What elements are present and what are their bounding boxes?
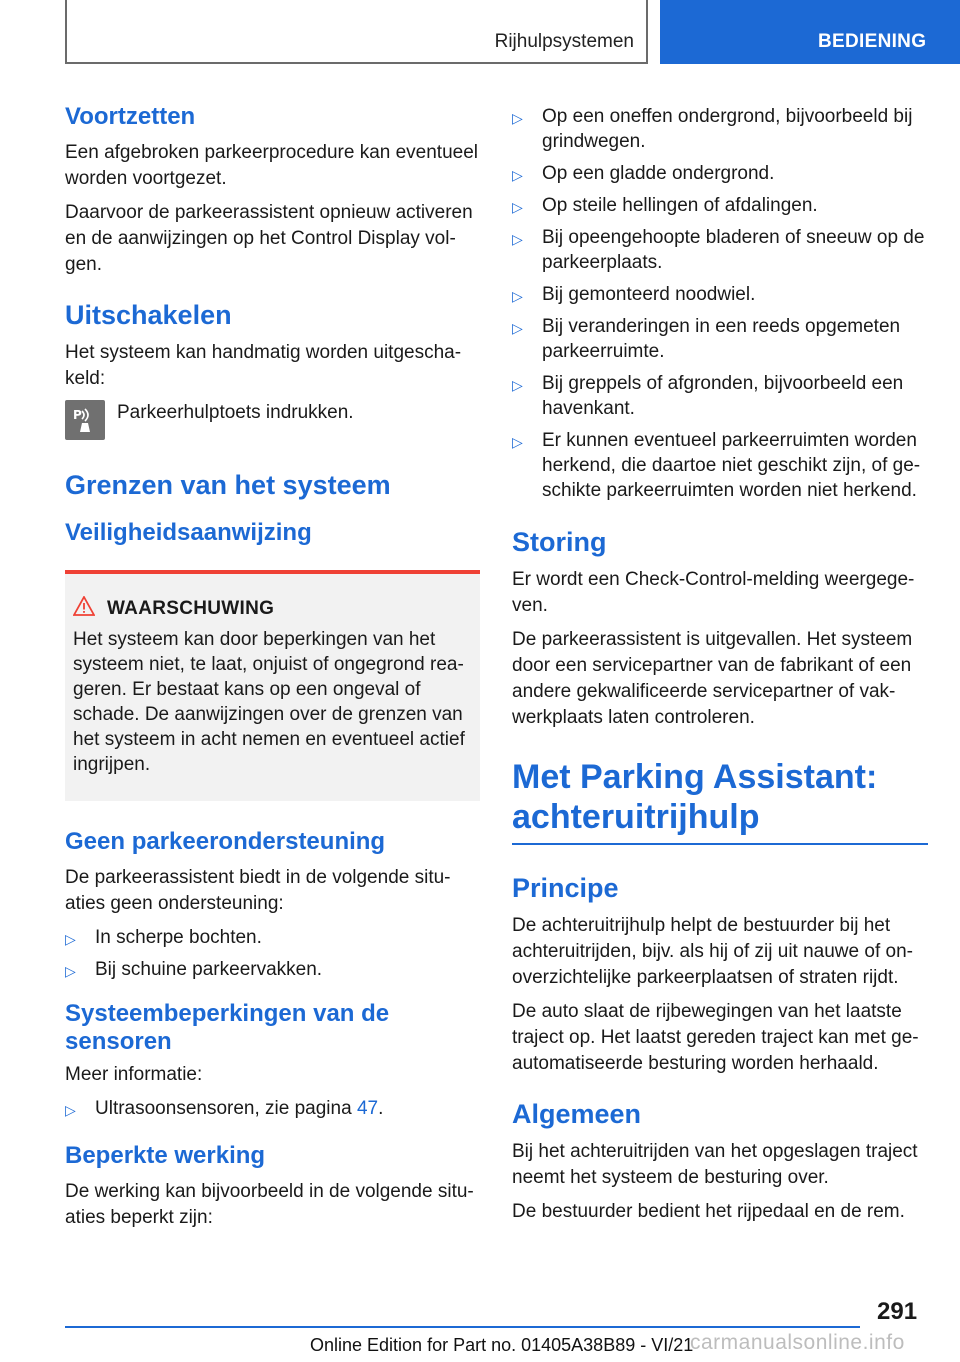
triangle-bullet-icon: ▷: [512, 199, 523, 215]
park-assist-button-icon: [65, 400, 105, 440]
list-item: ▷ Bij veranderingen in een reeds opgemeten parkeerruimte.: [512, 316, 901, 362]
triangle-bullet-icon: ▷: [65, 963, 76, 979]
uitschakelen-paragraph: Het systeem kan handmatig worden uitgescha-keld:: [65, 342, 462, 389]
triangle-bullet-icon: ▷: [512, 288, 523, 304]
footer-rule: [65, 1326, 860, 1328]
list-item: ▷ Ultrasoonsensoren, zie pagina 47.: [65, 1096, 480, 1121]
footer-watermark: carmanualsonline.info: [690, 1331, 905, 1354]
voortzetten-paragraph-1: Een afgebroken parkeerprocedure kan eventueel worden voortgezet.: [65, 142, 479, 189]
header-section-title: Rijhulpsystemen: [494, 31, 634, 52]
warning-box: [65, 570, 480, 801]
header-chapter-label: BEDIENING: [818, 31, 927, 52]
sensoren-bullet-list: [65, 1096, 480, 1121]
storing-paragraph-2: De parkeerassistent is uitgevallen. Het systeem door een servicepartner van de fabrikant of een andere gekwalificeerde servicepartner of vak-werkplaats laten controleren.: [512, 629, 913, 728]
heading-systeembeperkingen: Systeembeperkingen van de sensoren: [65, 1000, 390, 1055]
principe-paragraph-2: De auto slaat de rijbewegingen van het laatste traject op. Het laatst gereden traject kan met ge-automatiseerde besturing worden herhaald.: [512, 1001, 919, 1074]
heading-parking-assistant: Met Parking Assistant: achteruitrijhulp: [512, 758, 878, 836]
list-item: ▷ Op steile hellingen of afdalingen.: [512, 193, 928, 218]
geen-bullet-list: [65, 925, 480, 982]
principe-paragraph-1: De achteruitrijhulp helpt de bestuurder bij het achteruitrijden, bijv. als hij of zij uit nauwe of on-overzichtelijke parkeerplaatsen of straten rijdt.: [512, 915, 913, 988]
warning-triangle-icon: [73, 596, 95, 621]
heading-uitschakelen: Uitschakelen: [65, 300, 232, 330]
algemeen-paragraph-2: De bestuurder bedient het rijpedaal en de rem.: [512, 1201, 905, 1222]
sensoren-paragraph: Meer informatie:: [65, 1064, 203, 1085]
list-item: ▷ Op een oneffen ondergrond, bijvoorbeeld bij grindwegen.: [512, 106, 913, 152]
heading-geen-parkeerondersteuning: Geen parkeerondersteuning: [65, 828, 386, 855]
heading-voortzetten: Voortzetten: [65, 103, 196, 130]
voortzetten-paragraph-2: Daarvoor de parkeerassistent opnieuw activeren en de aanwijzingen op het Control Display vol-gen.: [65, 202, 473, 275]
header-chapter-tab[interactable]: [660, 0, 960, 64]
page-link-47[interactable]: 47: [356, 1098, 379, 1119]
list-item: ▷ In scherpe bochten.: [65, 925, 480, 950]
triangle-bullet-icon: ▷: [65, 1102, 76, 1118]
heading-storing: Storing: [512, 527, 607, 557]
list-item: ▷ Bij opeengehoopte bladeren of sneeuw op de parkeerplaats.: [512, 227, 925, 273]
list-item: ▷ Op een gladde ondergrond.: [512, 161, 928, 186]
triangle-bullet-icon: ▷: [512, 377, 523, 393]
parking-assistant-heading-rule: [512, 757, 928, 845]
list-item: ▷ Er kunnen eventueel parkeerruimten worden herkend, die daartoe niet geschikt zijn, of ge-schikte parkeerruimten worden niet herkend.: [512, 430, 921, 501]
list-item: ▷ Bij gemonteerd noodwiel.: [512, 282, 928, 307]
heading-algemeen: Algemeen: [512, 1099, 642, 1129]
algemeen-paragraph-1: Bij het achteruitrijden van het opgeslagen traject neemt het systeem de besturing over.: [512, 1141, 918, 1188]
right-column: [512, 104, 928, 1233]
park-button-text: Parkeerhulptoets indrukken.: [117, 402, 354, 423]
triangle-bullet-icon: ▷: [65, 931, 76, 947]
footer-edition: Online Edition for Part no. 01405A38B89 - VI/21: [310, 1335, 694, 1355]
warning-title: [73, 596, 466, 621]
heading-principe: Principe: [512, 873, 619, 903]
geen-paragraph: De parkeerassistent biedt in de volgende situ-aties geen ondersteuning:: [65, 867, 451, 914]
park-button-instruction: [65, 400, 480, 440]
page-number: 291: [877, 1298, 918, 1325]
left-column: [65, 100, 480, 1239]
triangle-bullet-icon: ▷: [512, 167, 523, 183]
warning-text: Het systeem kan door beperkingen van het systeem niet, te laat, onjuist of ongegrond rea-geren. Er bestaat kans op een ongeval of schade. De aanwijzingen over de grenzen van het systeem in acht nemen en eventueel actief ingrijpen.: [73, 629, 465, 775]
svg-text:P: P: [73, 408, 82, 422]
triangle-bullet-icon: ▷: [512, 320, 523, 336]
triangle-bullet-icon: ▷: [512, 434, 523, 450]
list-item: ▷ Bij schuine parkeervakken.: [65, 957, 480, 982]
heading-beperkte-werking: Beperkte werking: [65, 1142, 266, 1169]
warning-title-text: WAARSCHUWING: [107, 597, 275, 619]
heading-grenzen: Grenzen van het systeem: [65, 470, 391, 500]
triangle-bullet-icon: ▷: [512, 231, 523, 247]
storing-paragraph-1: Er wordt een Check-Control-melding weergege-ven.: [512, 569, 915, 616]
heading-veiligheidsaanwijzing: Veiligheidsaanwijzing: [65, 519, 312, 546]
list-item: ▷ Bij greppels of afgronden, bijvoorbeeld een havenkant.: [512, 373, 904, 419]
beperkt-paragraph: De werking kan bijvoorbeeld in de volgende situ-aties beperkt zijn:: [65, 1181, 474, 1228]
beperkt-bullet-list: [512, 104, 928, 503]
triangle-bullet-icon: ▷: [512, 110, 523, 126]
